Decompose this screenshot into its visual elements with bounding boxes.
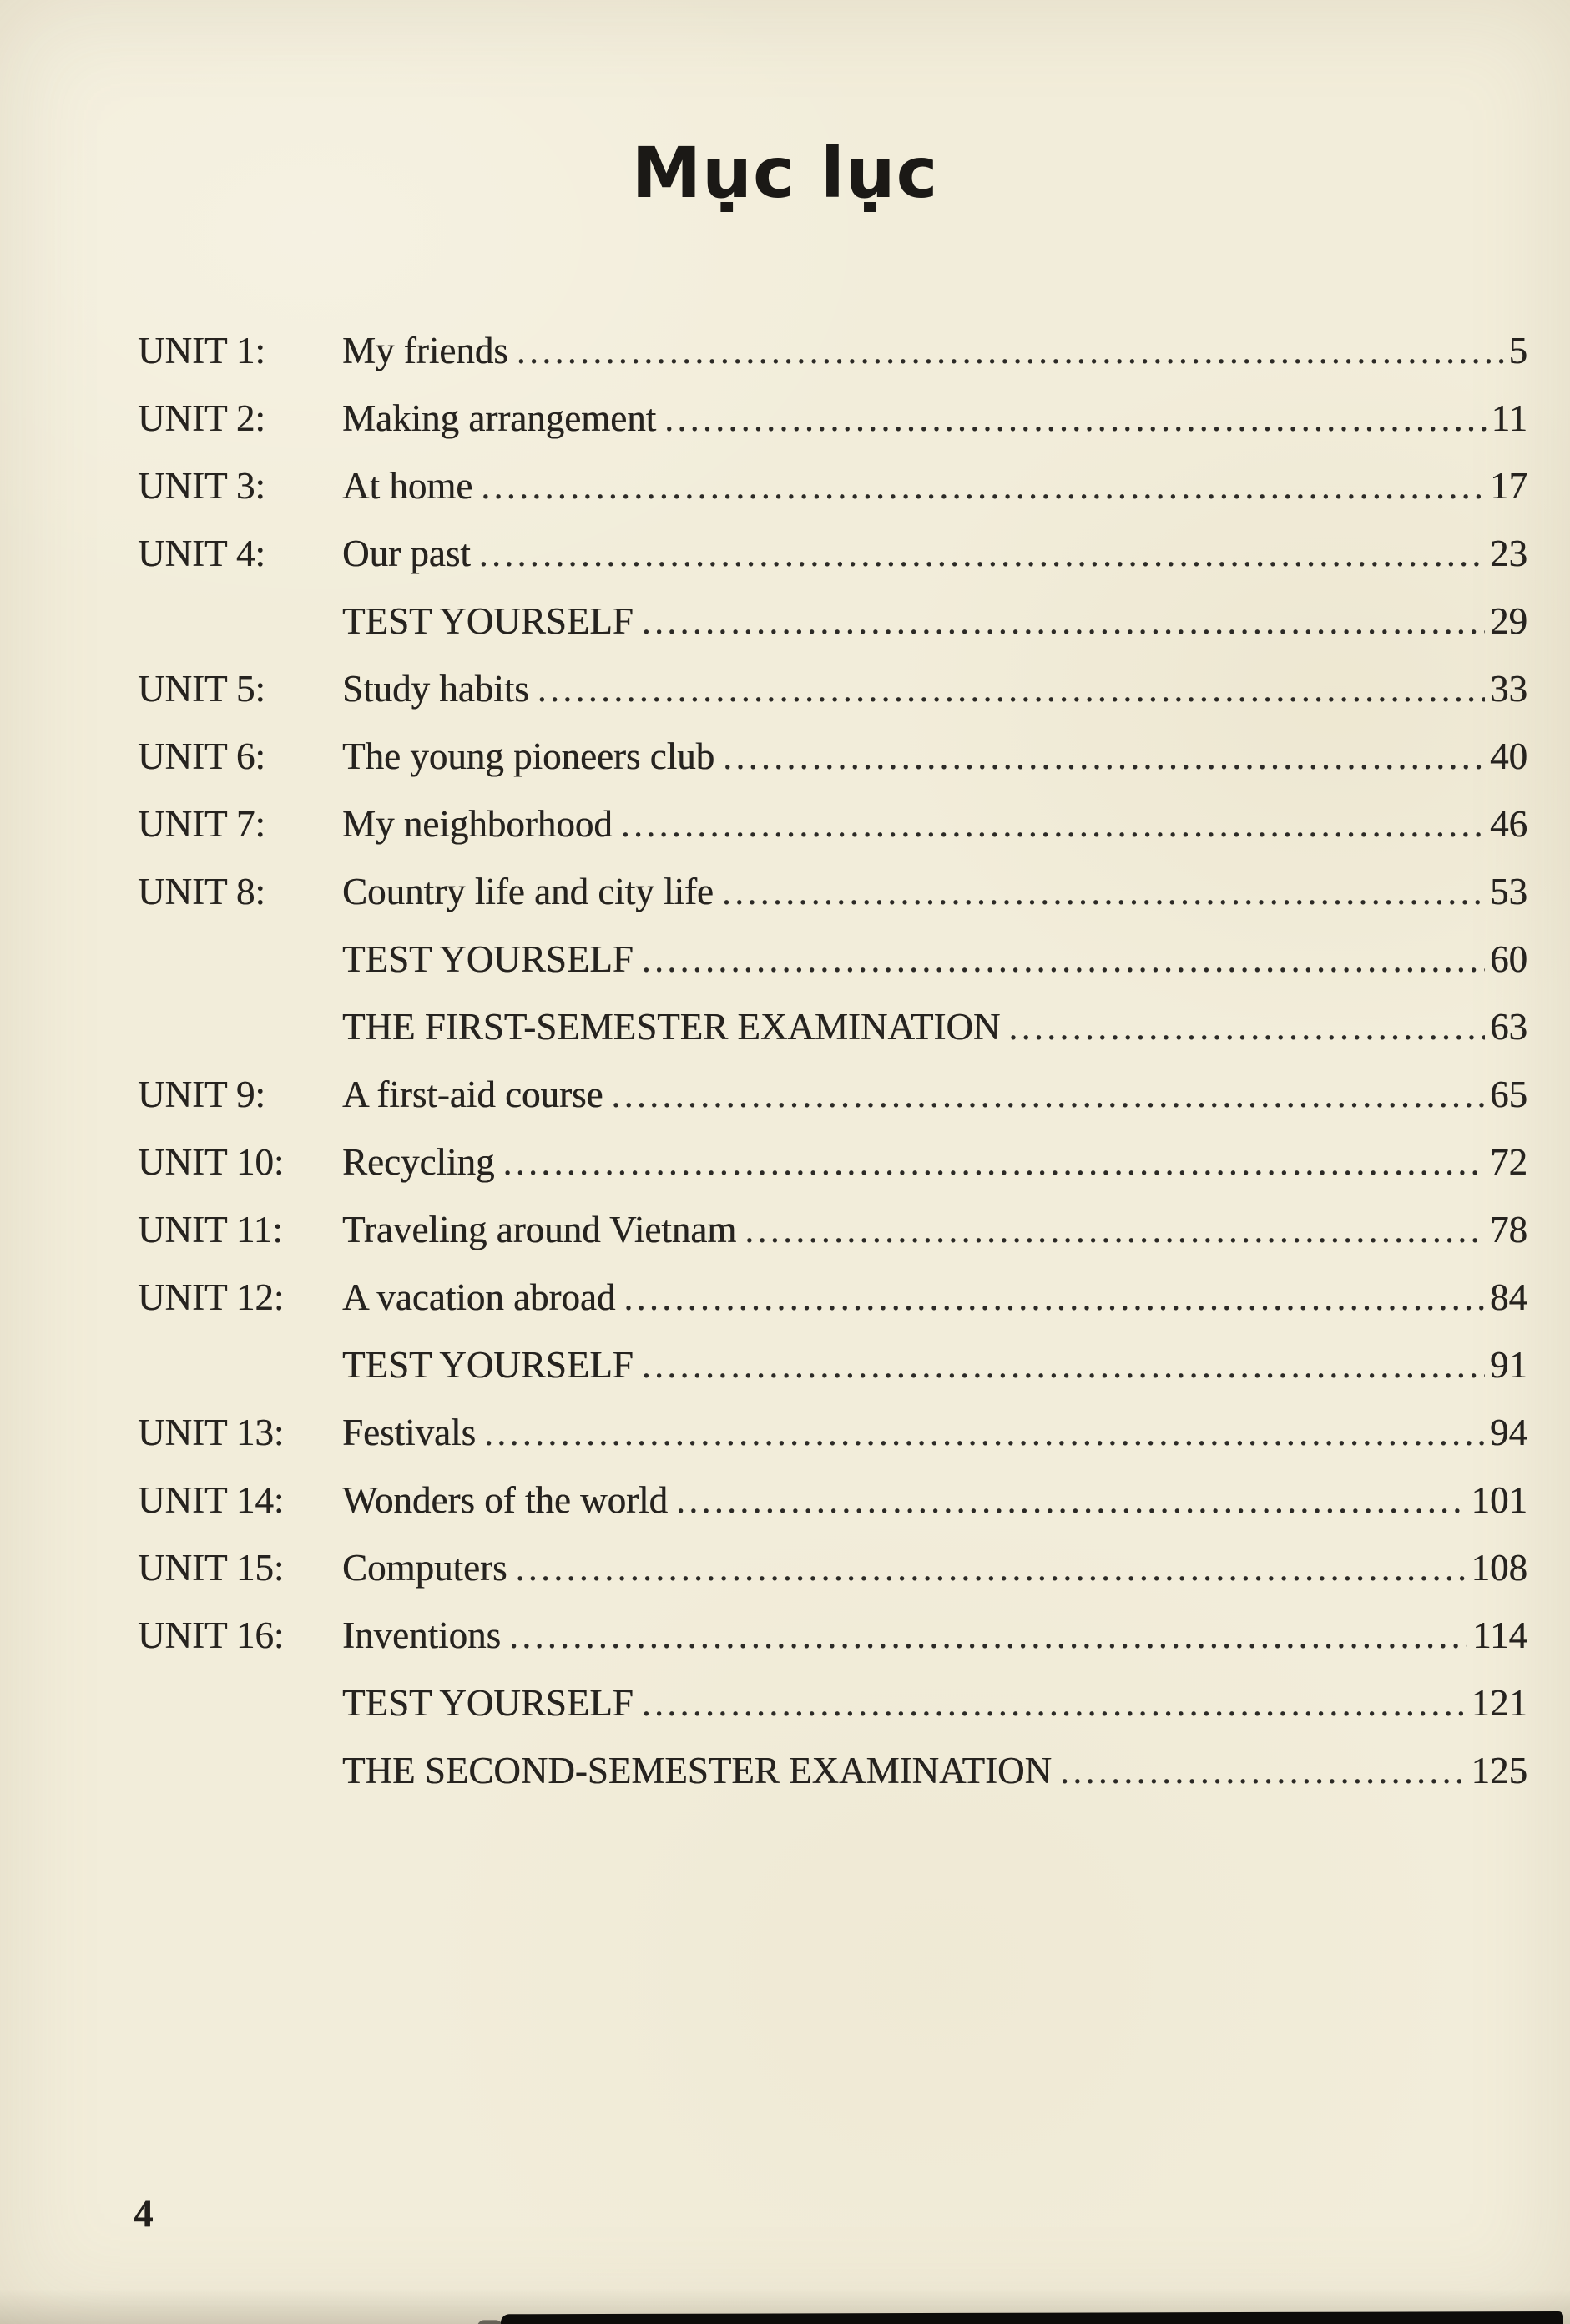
dot-leader-icon [481, 452, 1485, 520]
toc-row [138, 1399, 1527, 1467]
entry-page-number: 60 [1490, 938, 1527, 980]
entry-title: Study habits [342, 668, 529, 710]
entry-title: Making arrangement [342, 397, 657, 439]
entry-page-number: 17 [1490, 465, 1527, 507]
unit-label: UNIT 11: [138, 1209, 283, 1250]
dot-leader-icon [611, 1061, 1485, 1129]
dot-leader-icon [509, 1602, 1467, 1670]
unit-label: UNIT 4: [138, 533, 265, 574]
toc-row [138, 1061, 1527, 1129]
unit-label: UNIT 3: [138, 465, 265, 507]
unit-label: UNIT 15: [138, 1547, 285, 1589]
entry-page-number: 65 [1490, 1074, 1527, 1115]
toc-list [138, 317, 1527, 1805]
entry-title: Wonders of the world [342, 1479, 669, 1521]
entry-title: A first-aid course [342, 1074, 603, 1115]
entry-title: Festivals [342, 1412, 477, 1453]
entry-title: TEST YOURSELF [342, 938, 634, 980]
entry-page-number: 11 [1491, 397, 1527, 439]
toc-row [138, 1602, 1527, 1670]
toc-row [138, 858, 1527, 926]
entry-title: A vacation abroad [342, 1276, 616, 1318]
entry-title: Our past [342, 533, 471, 574]
entry-page-number: 91 [1490, 1344, 1527, 1386]
toc-row [138, 791, 1527, 858]
dot-leader-icon [516, 1534, 1467, 1602]
entry-page-number: 46 [1490, 803, 1527, 845]
entry-page-number: 23 [1490, 533, 1527, 574]
entry-page-number: 29 [1490, 600, 1527, 642]
dot-leader-icon [745, 1196, 1485, 1264]
entry-title: Country life and city life [342, 871, 714, 912]
scan-artifact-strip [501, 2311, 1563, 2324]
unit-label: UNIT 10: [138, 1141, 285, 1183]
toc-row [138, 1534, 1527, 1602]
dot-leader-icon [642, 588, 1485, 655]
entry-title: TEST YOURSELF [342, 1682, 634, 1724]
unit-label: UNIT 9: [138, 1074, 265, 1115]
page-number: 4 [134, 2192, 154, 2236]
entry-title: Inventions [342, 1614, 501, 1656]
entry-title: My friends [342, 330, 508, 371]
dot-leader-icon [723, 723, 1485, 791]
unit-label: UNIT 2: [138, 397, 265, 439]
toc-row [138, 1196, 1527, 1264]
entry-page-number: 33 [1490, 668, 1527, 710]
dot-leader-icon [642, 926, 1485, 993]
unit-label: UNIT 14: [138, 1479, 285, 1521]
unit-label: UNIT 16: [138, 1614, 285, 1656]
unit-label: UNIT 6: [138, 735, 265, 777]
dot-leader-icon [538, 655, 1485, 723]
entry-page-number: 63 [1490, 1006, 1527, 1048]
entry-title: My neighborhood [342, 803, 613, 845]
dot-leader-icon [484, 1399, 1485, 1467]
entry-page-number: 121 [1471, 1682, 1527, 1724]
toc-row [138, 1331, 1527, 1399]
entry-page-number: 84 [1490, 1276, 1527, 1318]
toc-row [138, 655, 1527, 723]
toc-row [138, 452, 1527, 520]
toc-row [138, 317, 1527, 385]
dot-leader-icon [676, 1467, 1466, 1534]
entry-title: At home [342, 465, 473, 507]
entry-page-number: 108 [1471, 1547, 1527, 1589]
toc-row [138, 520, 1527, 588]
entry-title: THE FIRST-SEMESTER EXAMINATION [342, 1006, 1001, 1048]
dot-leader-icon [1008, 993, 1485, 1061]
toc-row [138, 1467, 1527, 1534]
entry-title: THE SECOND-SEMESTER EXAMINATION [342, 1750, 1052, 1791]
entry-page-number: 5 [1508, 330, 1527, 371]
entry-page-number: 94 [1490, 1412, 1527, 1453]
entry-title: Traveling around Vietnam [342, 1209, 737, 1250]
entry-page-number: 40 [1490, 735, 1527, 777]
entry-title: TEST YOURSELF [342, 600, 634, 642]
dot-leader-icon [664, 385, 1487, 452]
dot-leader-icon [479, 520, 1485, 588]
dot-leader-icon [642, 1670, 1467, 1737]
dot-leader-icon [502, 1129, 1485, 1196]
toc-row [138, 588, 1527, 655]
dot-leader-icon [642, 1331, 1485, 1399]
toc-row [138, 1670, 1527, 1737]
entry-title: Computers [342, 1547, 507, 1589]
toc-row [138, 385, 1527, 452]
page-title: Mục lục [631, 132, 939, 214]
dot-leader-icon [623, 1264, 1485, 1331]
toc-row [138, 1264, 1527, 1331]
entry-page-number: 78 [1490, 1209, 1527, 1250]
dot-leader-icon [1060, 1737, 1467, 1805]
unit-label: UNIT 1: [138, 330, 265, 371]
unit-label: UNIT 7: [138, 803, 265, 845]
entry-page-number: 125 [1471, 1750, 1527, 1791]
toc-row [138, 1737, 1527, 1805]
entry-title: Recycling [342, 1141, 495, 1183]
toc-row [138, 1129, 1527, 1196]
toc-row [138, 723, 1527, 791]
toc-row [138, 993, 1527, 1061]
toc-row [138, 926, 1527, 993]
unit-label: UNIT 5: [138, 668, 265, 710]
dot-leader-icon [722, 858, 1485, 926]
dot-leader-icon [621, 791, 1485, 858]
unit-label: UNIT 13: [138, 1412, 285, 1453]
entry-title: TEST YOURSELF [342, 1344, 634, 1386]
dot-leader-icon [517, 317, 1504, 385]
unit-label: UNIT 8: [138, 871, 265, 912]
entry-page-number: 101 [1471, 1479, 1527, 1521]
entry-page-number: 53 [1490, 871, 1527, 912]
entry-title: The young pioneers club [342, 735, 715, 777]
entry-page-number: 114 [1472, 1614, 1527, 1656]
entry-page-number: 72 [1490, 1141, 1527, 1183]
unit-label: UNIT 12: [138, 1276, 285, 1318]
